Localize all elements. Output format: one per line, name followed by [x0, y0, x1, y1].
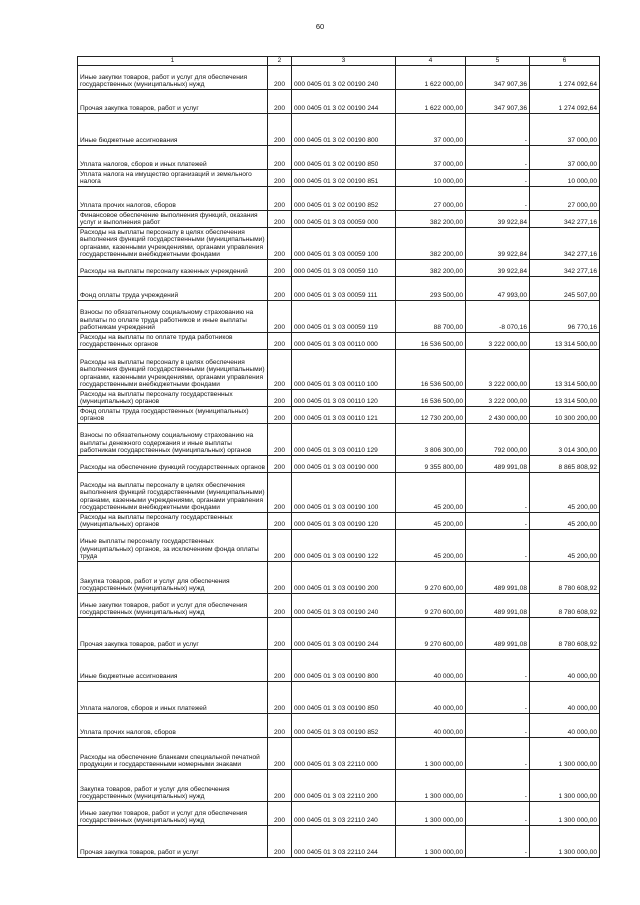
- row-name-cell: Иные выплаты персоналу государственных (муниципальных) органов, за исключением фонда оплаты труда: [78, 530, 268, 562]
- budget-classification-code: 000 0405 01 3 03 00110 000: [292, 333, 396, 350]
- unexecuted-amount: 8 865 808,92: [530, 456, 600, 473]
- table-row: [78, 456, 600, 473]
- table-row: [78, 562, 600, 594]
- row-code-cell: 200: [268, 170, 292, 187]
- table-row: [78, 170, 600, 187]
- budget-classification-code: 000 0405 01 3 03 00190 122: [292, 530, 396, 562]
- table-row: [78, 211, 600, 228]
- table-row: [78, 738, 600, 770]
- row-name-cell: Закупка товаров, работ и услуг для обеспечения государственных (муниципальных) нужд: [78, 770, 268, 802]
- row-name-cell: Иные бюджетные ассигнования: [78, 650, 268, 682]
- unexecuted-amount: 37 000,00: [530, 114, 600, 146]
- unexecuted-amount: 342 277,16: [530, 260, 600, 277]
- table-row: [78, 594, 600, 618]
- budget-classification-code: 000 0405 01 3 03 22110 240: [292, 802, 396, 826]
- approved-amount: 37 000,00: [396, 114, 466, 146]
- table-row: [78, 260, 600, 277]
- row-name-cell: Иные закупки товаров, работ и услуг для обеспечения государственных (муниципальных) нужд: [78, 594, 268, 618]
- table-body: [78, 66, 600, 858]
- row-code-cell: 200: [268, 66, 292, 90]
- approved-amount: 1 300 000,00: [396, 738, 466, 770]
- budget-classification-code: 000 0405 01 3 03 00110 121: [292, 407, 396, 424]
- budget-classification-code: 000 0405 01 3 03 00190 850: [292, 682, 396, 714]
- executed-amount: -8 070,16: [466, 301, 530, 333]
- unexecuted-amount: 8 780 608,92: [530, 618, 600, 650]
- budget-classification-code: 000 0405 01 3 03 00059 110: [292, 260, 396, 277]
- budget-classification-code: 000 0405 01 3 03 22110 200: [292, 770, 396, 802]
- unexecuted-amount: 1 300 000,00: [530, 738, 600, 770]
- table-row: [78, 146, 600, 170]
- budget-classification-code: 000 0405 01 3 02 00190 800: [292, 114, 396, 146]
- unexecuted-amount: 45 200,00: [530, 530, 600, 562]
- row-name-cell: Уплата налогов, сборов и иных платежей: [78, 682, 268, 714]
- row-code-cell: 200: [268, 333, 292, 350]
- budget-classification-code: 000 0405 01 3 03 00110 129: [292, 424, 396, 456]
- executed-amount: -: [466, 530, 530, 562]
- approved-amount: 382 200,00: [396, 228, 466, 260]
- table-row: [78, 650, 600, 682]
- unexecuted-amount: 1 300 000,00: [530, 802, 600, 826]
- executed-amount: 489 991,08: [466, 562, 530, 594]
- table-row: [78, 390, 600, 407]
- budget-classification-code: 000 0405 01 3 03 00059 100: [292, 228, 396, 260]
- table-row: [78, 802, 600, 826]
- budget-classification-code: 000 0405 01 3 03 00190 240: [292, 594, 396, 618]
- executed-amount: 39 922,84: [466, 211, 530, 228]
- row-name-cell: Иные закупки товаров, работ и услуг для обеспечения государственных (муниципальных) нужд: [78, 802, 268, 826]
- executed-amount: 489 991,08: [466, 456, 530, 473]
- row-name-cell: Фонд оплаты труда учреждений: [78, 277, 268, 301]
- row-name-cell: Уплата налогов, сборов и иных платежей: [78, 146, 268, 170]
- executed-amount: -: [466, 114, 530, 146]
- column-header: 5: [466, 57, 530, 66]
- table-row: [78, 618, 600, 650]
- row-name-cell: Прочая закупка товаров, работ и услуг: [78, 826, 268, 858]
- unexecuted-amount: 1 300 000,00: [530, 826, 600, 858]
- executed-amount: -: [466, 650, 530, 682]
- column-header: 3: [292, 57, 396, 66]
- unexecuted-amount: 13 314 500,00: [530, 350, 600, 390]
- approved-amount: 12 730 200,00: [396, 407, 466, 424]
- table-row: [78, 473, 600, 513]
- approved-amount: 88 700,00: [396, 301, 466, 333]
- column-number-row: [78, 57, 600, 66]
- approved-amount: 9 270 600,00: [396, 594, 466, 618]
- executed-amount: -: [466, 146, 530, 170]
- row-name-cell: Иные закупки товаров, работ и услуг для обеспечения государственных (муниципальных) нужд: [78, 66, 268, 90]
- approved-amount: 9 270 600,00: [396, 562, 466, 594]
- budget-classification-code: 000 0405 01 3 03 00190 000: [292, 456, 396, 473]
- budget-classification-code: 000 0405 01 3 03 00190 800: [292, 650, 396, 682]
- row-name-cell: Закупка товаров, работ и услуг для обеспечения государственных (муниципальных) нужд: [78, 562, 268, 594]
- row-code-cell: 200: [268, 114, 292, 146]
- table-row: [78, 333, 600, 350]
- row-name-cell: Расходы на выплаты по оплате труда работников государственных органов: [78, 333, 268, 350]
- executed-amount: 3 222 000,00: [466, 390, 530, 407]
- approved-amount: 16 536 500,00: [396, 350, 466, 390]
- approved-amount: 3 806 300,00: [396, 424, 466, 456]
- row-name-cell: Расходы на выплаты персоналу в целях обеспечения выполнения функций государственными (муниципальными) органами, казенными учреждениями, органами управления государственными внебюджетными фондами: [78, 473, 268, 513]
- budget-classification-code: 000 0405 01 3 03 00110 120: [292, 390, 396, 407]
- executed-amount: 489 991,08: [466, 594, 530, 618]
- row-code-cell: 200: [268, 513, 292, 530]
- executed-amount: 2 430 000,00: [466, 407, 530, 424]
- row-name-cell: Расходы на выплаты персоналу в целях обеспечения выполнения функций государственными (муниципальными) органами, казенными учреждениями, органами управления государственными внебюджетными фондами: [78, 350, 268, 390]
- budget-classification-code: 000 0405 01 3 03 00190 120: [292, 513, 396, 530]
- unexecuted-amount: 1 274 092,64: [530, 66, 600, 90]
- approved-amount: 1 622 000,00: [396, 66, 466, 90]
- row-code-cell: 200: [268, 90, 292, 114]
- approved-amount: 9 270 600,00: [396, 618, 466, 650]
- row-name-cell: Уплата налога на имущество организаций и земельного налога: [78, 170, 268, 187]
- column-header: 4: [396, 57, 466, 66]
- budget-classification-code: 000 0405 01 3 03 00059 111: [292, 277, 396, 301]
- unexecuted-amount: 8 780 608,92: [530, 562, 600, 594]
- row-code-cell: 200: [268, 650, 292, 682]
- row-name-cell: Фонд оплаты труда государственных (муниципальных) органов: [78, 407, 268, 424]
- row-code-cell: 200: [268, 211, 292, 228]
- budget-classification-code: 000 0405 01 3 02 00190 851: [292, 170, 396, 187]
- executed-amount: 3 222 000,00: [466, 333, 530, 350]
- budget-classification-code: 000 0405 01 3 03 00190 100: [292, 473, 396, 513]
- row-code-cell: 200: [268, 301, 292, 333]
- executed-amount: -: [466, 170, 530, 187]
- budget-classification-code: 000 0405 01 3 03 00059 119: [292, 301, 396, 333]
- unexecuted-amount: 45 200,00: [530, 513, 600, 530]
- executed-amount: 3 222 000,00: [466, 350, 530, 390]
- table-row: [78, 682, 600, 714]
- row-name-cell: Расходы на выплаты персоналу казенных учреждений: [78, 260, 268, 277]
- executed-amount: -: [466, 473, 530, 513]
- row-name-cell: Взносы по обязательному социальному страхованию на выплаты по оплате труда работников и иные выплаты работникам учреждений: [78, 301, 268, 333]
- budget-classification-code: 000 0405 01 3 03 00110 100: [292, 350, 396, 390]
- approved-amount: 382 200,00: [396, 211, 466, 228]
- executed-amount: 347 907,36: [466, 90, 530, 114]
- row-code-cell: 200: [268, 618, 292, 650]
- budget-classification-code: 000 0405 01 3 02 00190 852: [292, 187, 396, 211]
- executed-amount: -: [466, 714, 530, 738]
- approved-amount: 16 536 500,00: [396, 390, 466, 407]
- table-row: [78, 407, 600, 424]
- approved-amount: 40 000,00: [396, 682, 466, 714]
- table-row: [78, 114, 600, 146]
- row-name-cell: Расходы на обеспечение функций государственных органов: [78, 456, 268, 473]
- row-code-cell: 200: [268, 562, 292, 594]
- unexecuted-amount: 10 000,00: [530, 170, 600, 187]
- row-code-cell: 200: [268, 260, 292, 277]
- approved-amount: 1 300 000,00: [396, 770, 466, 802]
- executed-amount: -: [466, 802, 530, 826]
- row-code-cell: 200: [268, 146, 292, 170]
- unexecuted-amount: 1 274 092,64: [530, 90, 600, 114]
- row-code-cell: 200: [268, 770, 292, 802]
- unexecuted-amount: 40 000,00: [530, 650, 600, 682]
- row-code-cell: 200: [268, 350, 292, 390]
- unexecuted-amount: 40 000,00: [530, 682, 600, 714]
- executed-amount: -: [466, 770, 530, 802]
- row-name-cell: Уплата прочих налогов, сборов: [78, 714, 268, 738]
- row-code-cell: 200: [268, 424, 292, 456]
- unexecuted-amount: 13 314 500,00: [530, 333, 600, 350]
- table-row: [78, 277, 600, 301]
- budget-execution-table: [77, 56, 600, 858]
- row-code-cell: 200: [268, 407, 292, 424]
- approved-amount: 45 200,00: [396, 473, 466, 513]
- row-name-cell: Уплата прочих налогов, сборов: [78, 187, 268, 211]
- unexecuted-amount: 245 507,00: [530, 277, 600, 301]
- approved-amount: 1 622 000,00: [396, 90, 466, 114]
- column-header: 2: [268, 57, 292, 66]
- table-row: [78, 90, 600, 114]
- approved-amount: 27 000,00: [396, 187, 466, 211]
- budget-classification-code: 000 0405 01 3 02 00190 240: [292, 66, 396, 90]
- row-code-cell: 200: [268, 530, 292, 562]
- approved-amount: 45 200,00: [396, 513, 466, 530]
- table-row: [78, 301, 600, 333]
- table-row: [78, 770, 600, 802]
- row-name-cell: Взносы по обязательному социальному страхованию на выплаты денежного содержания и иные выплаты работникам государственных (муниципальных) органов: [78, 424, 268, 456]
- row-code-cell: 200: [268, 826, 292, 858]
- executed-amount: 39 922,84: [466, 228, 530, 260]
- row-code-cell: 200: [268, 473, 292, 513]
- unexecuted-amount: 342 277,16: [530, 211, 600, 228]
- column-header: 6: [530, 57, 600, 66]
- table-row: [78, 228, 600, 260]
- row-name-cell: Финансовое обеспечение выполнения функций, оказания услуг и выполнения работ: [78, 211, 268, 228]
- unexecuted-amount: 3 014 300,00: [530, 424, 600, 456]
- table-row: [78, 513, 600, 530]
- row-code-cell: 200: [268, 390, 292, 407]
- row-name-cell: Расходы на обеспечение бланками специальной печатной продукции и государственными номерными знаками: [78, 738, 268, 770]
- executed-amount: -: [466, 682, 530, 714]
- approved-amount: 16 536 500,00: [396, 333, 466, 350]
- approved-amount: 1 300 000,00: [396, 826, 466, 858]
- executed-amount: -: [466, 738, 530, 770]
- approved-amount: 40 000,00: [396, 714, 466, 738]
- unexecuted-amount: 27 000,00: [530, 187, 600, 211]
- row-code-cell: 200: [268, 228, 292, 260]
- approved-amount: 9 355 800,00: [396, 456, 466, 473]
- budget-classification-code: 000 0405 01 3 03 00059 000: [292, 211, 396, 228]
- approved-amount: 293 500,00: [396, 277, 466, 301]
- table-row: [78, 187, 600, 211]
- approved-amount: 10 000,00: [396, 170, 466, 187]
- row-code-cell: 200: [268, 802, 292, 826]
- budget-classification-code: 000 0405 01 3 03 00190 244: [292, 618, 396, 650]
- unexecuted-amount: 40 000,00: [530, 714, 600, 738]
- row-name-cell: Прочая закупка товаров, работ и услуг: [78, 90, 268, 114]
- page-number: 60: [315, 22, 325, 31]
- executed-amount: 47 993,00: [466, 277, 530, 301]
- budget-classification-code: 000 0405 01 3 03 00190 852: [292, 714, 396, 738]
- table-row: [78, 530, 600, 562]
- unexecuted-amount: 37 000,00: [530, 146, 600, 170]
- executed-amount: 39 922,84: [466, 260, 530, 277]
- table-header: [78, 57, 600, 66]
- budget-classification-code: 000 0405 01 3 02 00190 244: [292, 90, 396, 114]
- table-row: [78, 66, 600, 90]
- approved-amount: 37 000,00: [396, 146, 466, 170]
- unexecuted-amount: 10 300 200,00: [530, 407, 600, 424]
- budget-classification-code: 000 0405 01 3 02 00190 850: [292, 146, 396, 170]
- approved-amount: 382 200,00: [396, 260, 466, 277]
- row-name-cell: Расходы на выплаты персоналу в целях обеспечения выполнения функций государственными (муниципальными) органами, казенными учреждениями, органами управления государственными внебюджетными фондами: [78, 228, 268, 260]
- table-row: [78, 826, 600, 858]
- budget-classification-code: 000 0405 01 3 03 00190 200: [292, 562, 396, 594]
- row-code-cell: 200: [268, 456, 292, 473]
- table-row: [78, 714, 600, 738]
- unexecuted-amount: 342 277,16: [530, 228, 600, 260]
- table-row: [78, 350, 600, 390]
- row-code-cell: 200: [268, 714, 292, 738]
- approved-amount: 40 000,00: [396, 650, 466, 682]
- table-row: [78, 424, 600, 456]
- executed-amount: -: [466, 187, 530, 211]
- row-code-cell: 200: [268, 594, 292, 618]
- approved-amount: 1 300 000,00: [396, 802, 466, 826]
- executed-amount: 792 000,00: [466, 424, 530, 456]
- row-name-cell: Иные бюджетные ассигнования: [78, 114, 268, 146]
- unexecuted-amount: 96 770,16: [530, 301, 600, 333]
- executed-amount: -: [466, 513, 530, 530]
- row-name-cell: Расходы на выплаты персоналу государственных (муниципальных) органов: [78, 390, 268, 407]
- approved-amount: 45 200,00: [396, 530, 466, 562]
- unexecuted-amount: 8 780 608,92: [530, 594, 600, 618]
- unexecuted-amount: 1 300 000,00: [530, 770, 600, 802]
- row-name-cell: Расходы на выплаты персоналу государственных (муниципальных) органов: [78, 513, 268, 530]
- row-code-cell: 200: [268, 187, 292, 211]
- budget-classification-code: 000 0405 01 3 03 22110 244: [292, 826, 396, 858]
- row-code-cell: 200: [268, 682, 292, 714]
- row-code-cell: 200: [268, 277, 292, 301]
- executed-amount: -: [466, 826, 530, 858]
- row-name-cell: Прочая закупка товаров, работ и услуг: [78, 618, 268, 650]
- row-code-cell: 200: [268, 738, 292, 770]
- executed-amount: 347 907,36: [466, 66, 530, 90]
- budget-classification-code: 000 0405 01 3 03 22110 000: [292, 738, 396, 770]
- column-header: 1: [78, 57, 268, 66]
- executed-amount: 489 991,08: [466, 618, 530, 650]
- unexecuted-amount: 13 314 500,00: [530, 390, 600, 407]
- unexecuted-amount: 45 200,00: [530, 473, 600, 513]
